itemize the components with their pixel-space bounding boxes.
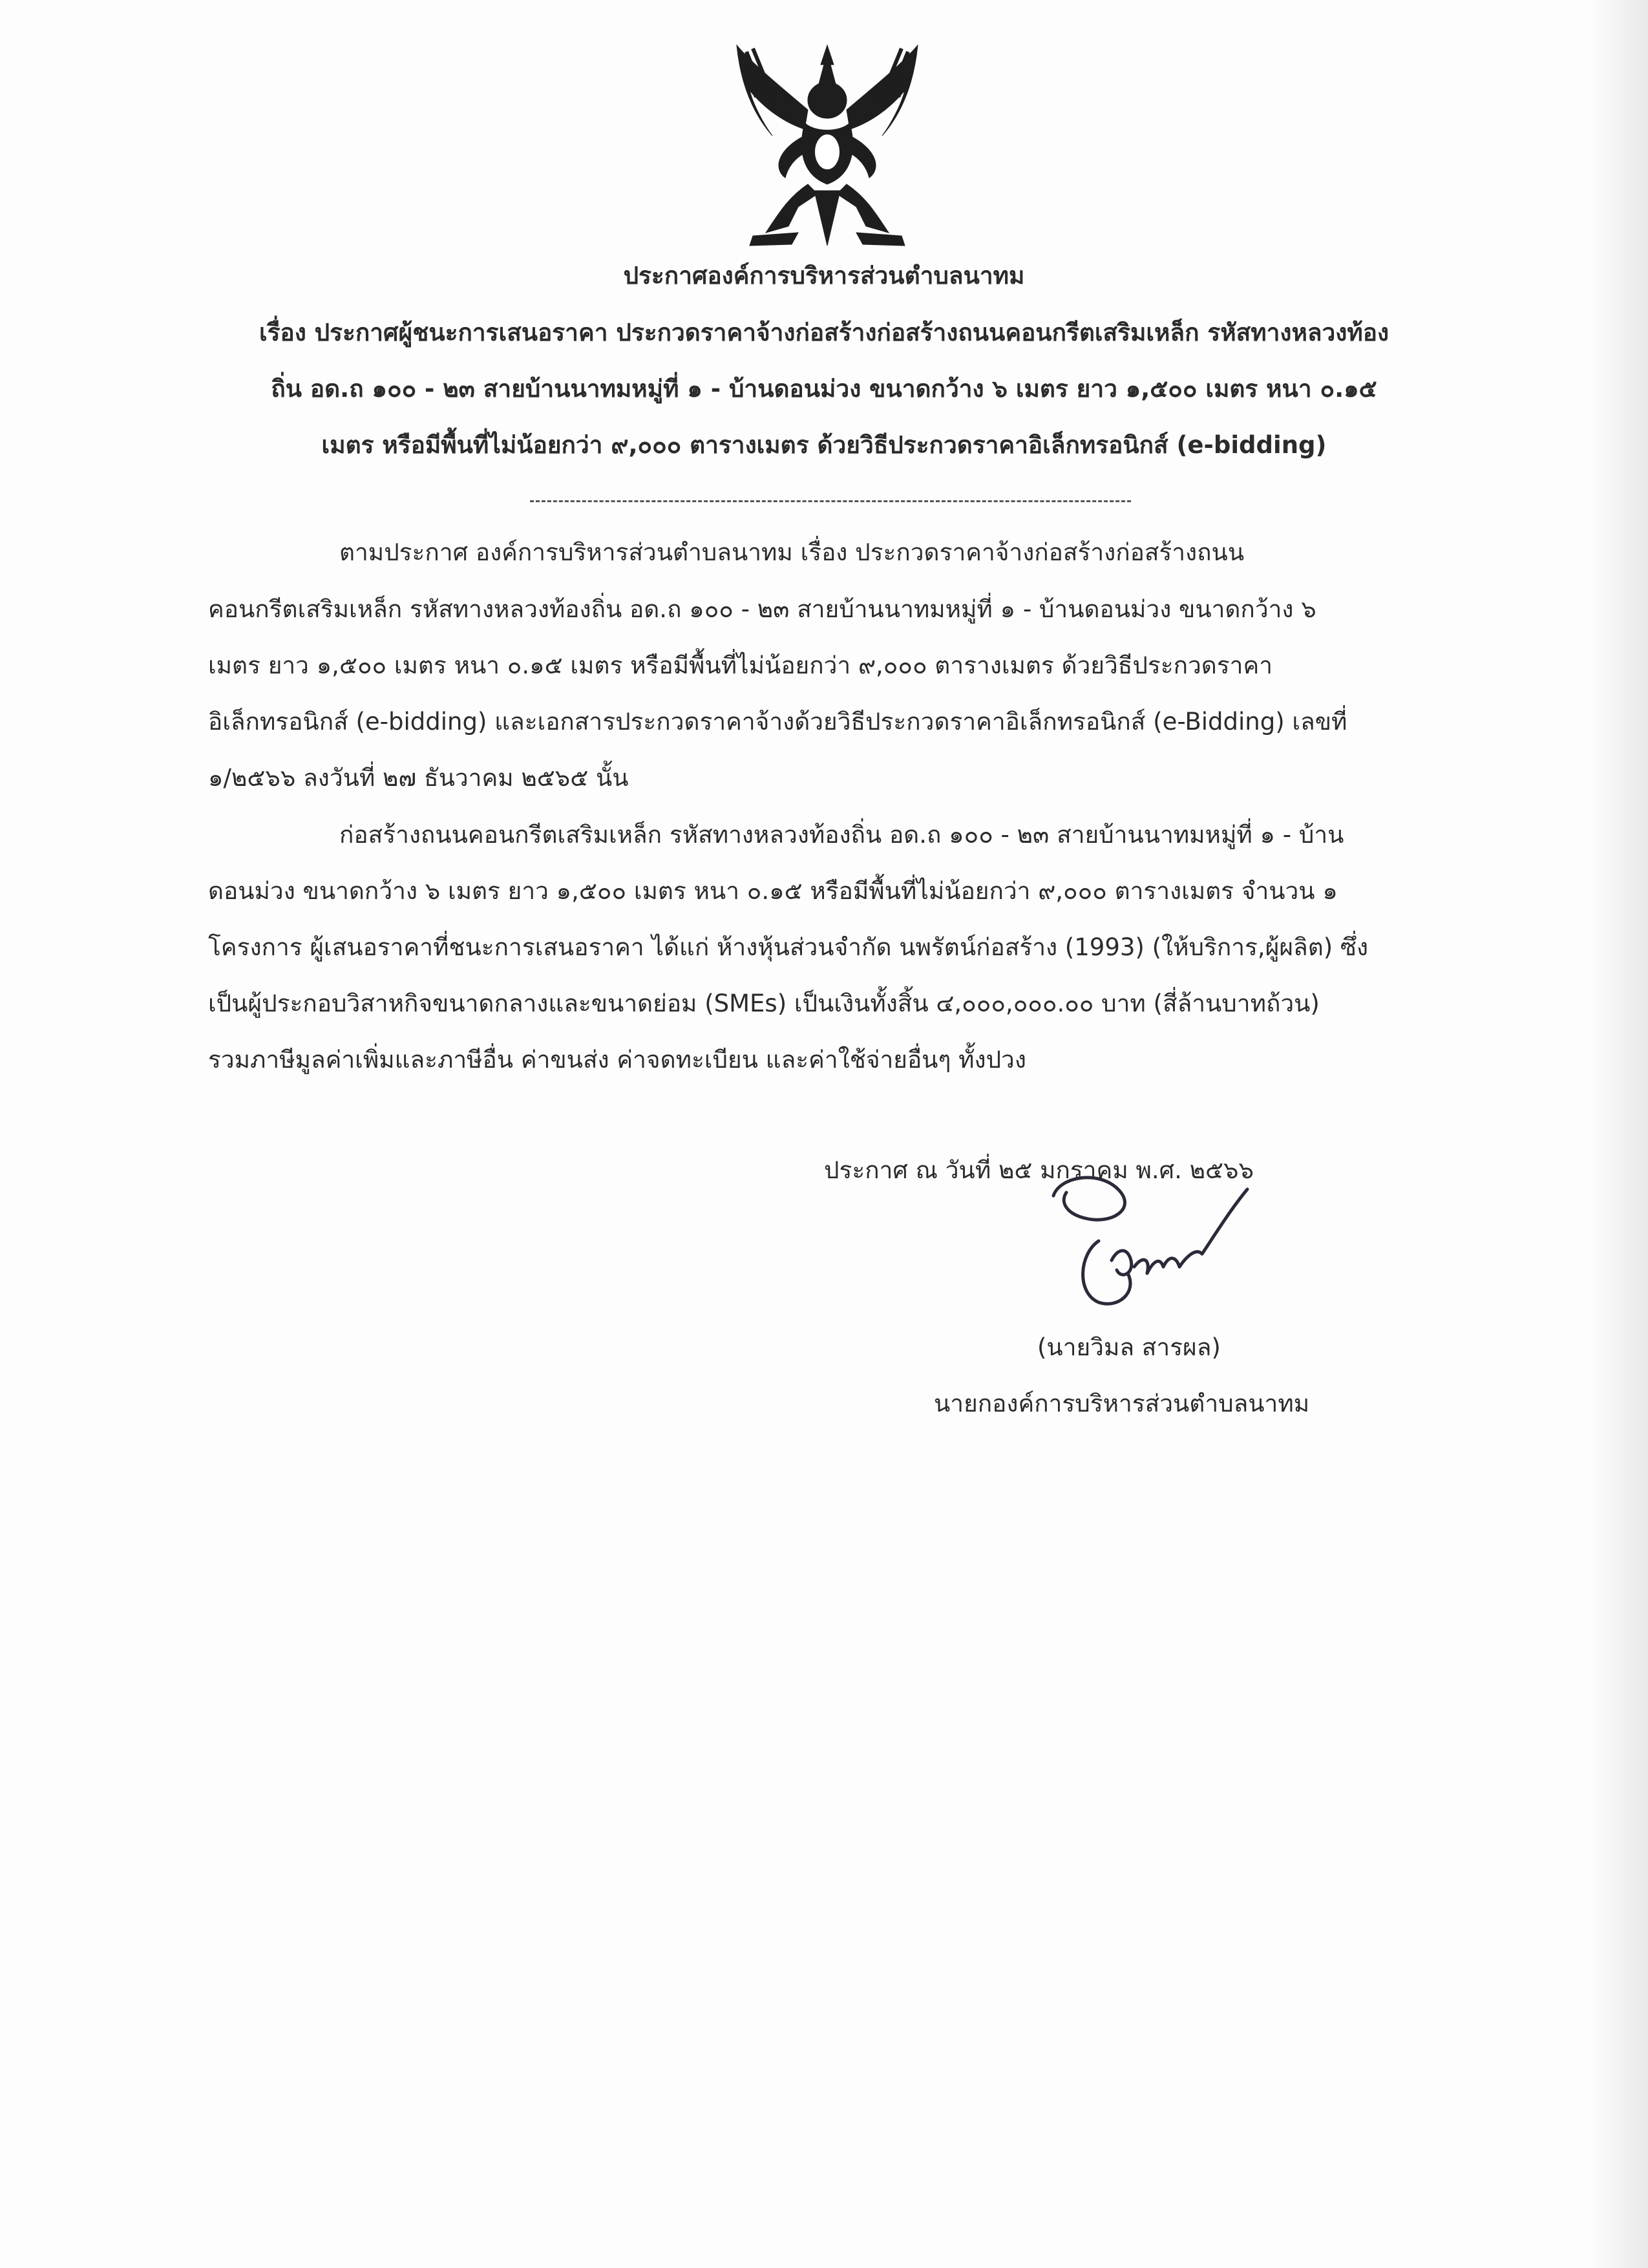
handwritten-signature-icon	[1041, 1163, 1254, 1319]
announcement-subject-line-3: เมตร หรือมีพื้นที่ไม่น้อยกว่า ๙,๐๐๐ ตารางเมตร ด้วยวิธีประกวดราคาอิเล็กทรอนิกส์ (e-bidding)	[321, 431, 1327, 459]
scan-edge-shadow	[1590, 0, 1648, 2268]
announcement-title: ประกาศองค์การบริหารส่วนตำบลนาทม	[623, 262, 1025, 290]
paragraph2-line-5: รวมภาษีมูลค่าเพิ่มและภาษีอื่น ค่าขนส่ง ค่าจดทะเบียน และค่าใช้จ่ายอื่นๆ ทั้งปวง	[208, 1046, 1026, 1074]
paragraph1-line-3: เมตร ยาว ๑,๕๐๐ เมตร หนา ๐.๑๕ เมตร หรือมีพื้นที่ไม่น้อยกว่า ๙,๐๐๐ ตารางเมตร ด้วยวิธีประกวดราคา	[208, 652, 1273, 679]
signer-title: นายกองค์การบริหารส่วนตำบลนาทม	[934, 1390, 1310, 1417]
paragraph1-line-1: ตามประกาศ องค์การบริหารส่วนตำบลนาทม เรื่อง ประกวดราคาจ้างก่อสร้างก่อสร้างถนน	[339, 538, 1245, 566]
announcement-subject-line-1: เรื่อง ประกาศผู้ชนะการเสนอราคา ประกวดราคาจ้างก่อสร้างก่อสร้างถนนคอนกรีตเสริมเหล็ก รหัสทางหลวงท้อง	[259, 319, 1389, 346]
paragraph2-line-2: ดอนม่วง ขนาดกว้าง ๖ เมตร ยาว ๑,๕๐๐ เมตร หนา ๐.๑๕ หรือมีพื้นที่ไม่น้อยกว่า ๙,๐๐๐ ตารางเมตร จำนวน ๑	[208, 877, 1338, 905]
paragraph2-line-3: โครงการ ผู้เสนอราคาที่ชนะการเสนอราคา ได้แก่ ห้างหุ้นส่วนจำกัด นพรัตน์ก่อสร้าง (1993) (ให้บริการ,ผู้ผลิต) ซึ่ง	[208, 933, 1369, 961]
signer-name: (นายวิมล สารผล)	[1037, 1333, 1221, 1361]
paragraph2-line-1: ก่อสร้างถนนคอนกรีตเสริมเหล็ก รหัสทางหลวงท้องถิ่น อด.ถ ๑๐๐ - ๒๓ สายบ้านนาทมหมู่ที่ ๑ - บ้าน	[339, 821, 1344, 849]
garuda-emblem-icon	[727, 39, 927, 252]
announcement-subject-line-2: ถิ่น อด.ถ ๑๐๐ - ๒๓ สายบ้านนาทมหมู่ที่ ๑ - บ้านดอนม่วง ขนาดกว้าง ๖ เมตร ยาว ๑,๕๐๐ เมตร หนา ๐.๑๕	[271, 375, 1377, 403]
paragraph2-line-4: เป็นผู้ประกอบวิสาหกิจขนาดกลางและขนาดย่อม (SMEs) เป็นเงินทั้งสิ้น ๔,๐๐๐,๐๐๐.๐๐ บาท (สี่ล้านบาทถ้วน)	[208, 990, 1320, 1017]
dashed-divider	[530, 500, 1131, 502]
paragraph1-line-2: คอนกรีตเสริมเหล็ก รหัสทางหลวงท้องถิ่น อด.ถ ๑๐๐ - ๒๓ สายบ้านนาทมหมู่ที่ ๑ - บ้านดอนม่วง ขนาดกว้าง ๖	[208, 595, 1316, 623]
paragraph1-line-4: อิเล็กทรอนิกส์ (e-bidding) และเอกสารประกวดราคาจ้างด้วยวิธีประกวดราคาอิเล็กทรอนิกส์ (e-Bidding) เลขที่	[208, 708, 1347, 736]
announcement-date: ประกาศ ณ วันที่ ๒๕ มกราคม พ.ศ. ๒๕๖๖	[824, 1156, 1254, 1184]
paragraph1-line-5: ๑/๒๕๖๖ ลงวันที่ ๒๗ ธันวาคม ๒๕๖๕ นั้น	[208, 764, 629, 792]
